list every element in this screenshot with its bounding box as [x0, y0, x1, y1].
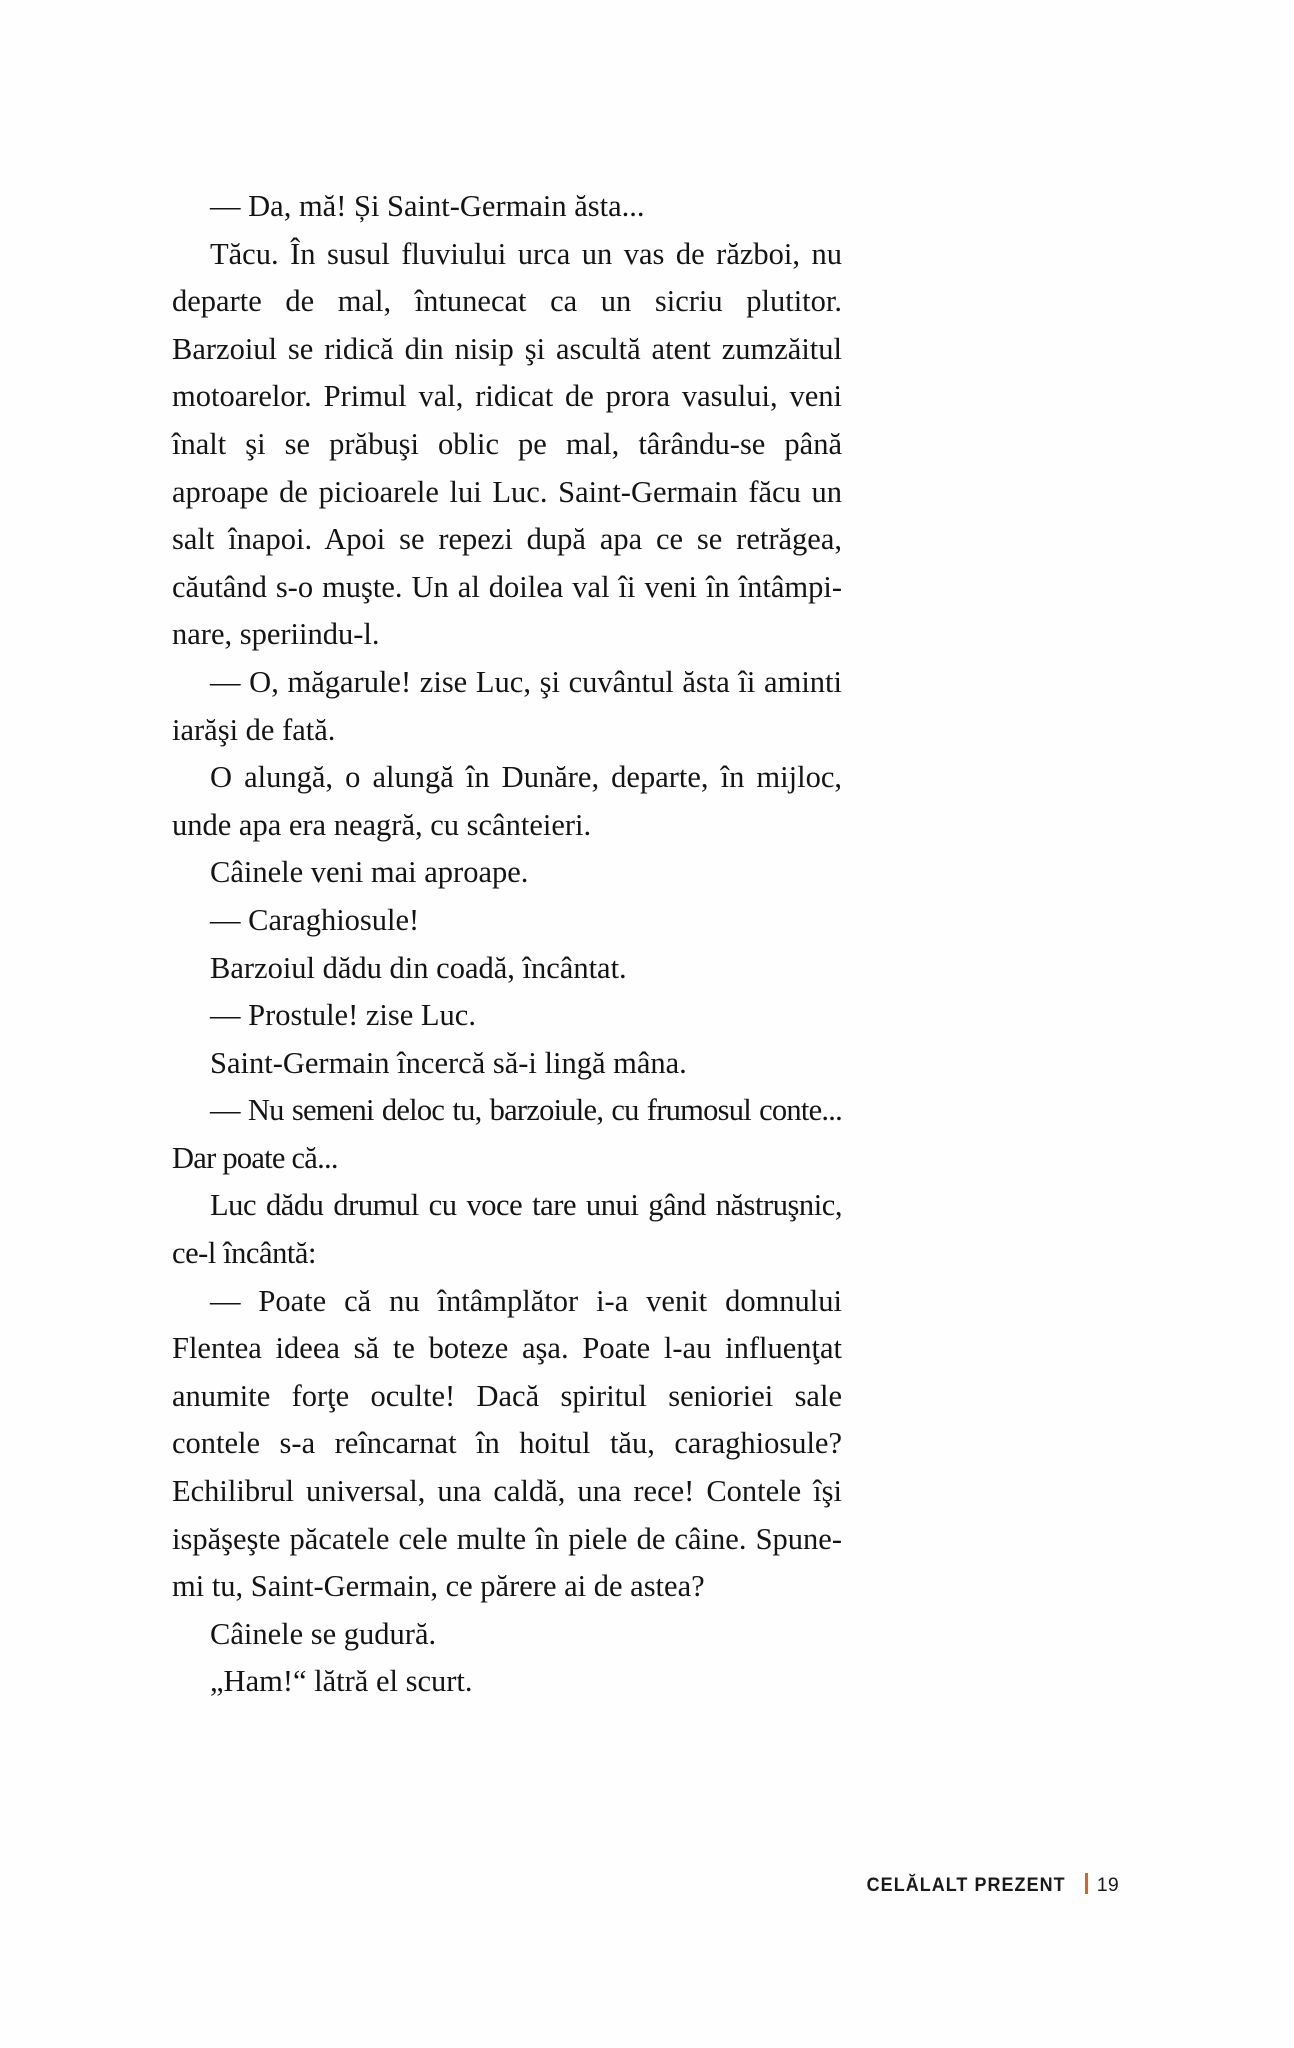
paragraph: — O, măgarule! zise Luc, şi cuvântul ăsta îi aminti iarăşi de fată. [172, 664, 842, 747]
paragraph: „Ham!“ lătră el scurt. [210, 1664, 473, 1699]
paragraph: Câinele se gudură. [210, 1616, 437, 1651]
paragraph: Saint-Germain încercă să-i lingă mâna. [210, 1045, 687, 1080]
paragraph: Luc dădu drumul cu voce tare unui gând năstruşnic, ce-l încântă: [172, 1188, 842, 1271]
page-number: 19 [1096, 1874, 1119, 1896]
body-text-column [172, 183, 842, 1706]
paragraph: — Caraghiosule! [210, 902, 420, 937]
page-footer [858, 1870, 1119, 1897]
paragraph: Câinele veni mai aproape. [210, 855, 529, 890]
paragraph: — Prostule! zise Luc. [210, 998, 476, 1033]
paragraph: Tăcu. În susul fluviului urca un vas de război, nu departe de mal, întunecat ca un sicriu plutitor. Barzoiul se ridică din nisip şi ascultă atent zumzăitul motoarelor. Primul val, ridicat de prora vasului, veni înalt şi se prăbuşi oblic pe mal, târându-se până aproape de picioarele lui Luc. Saint-Germain făcu un salt înapoi. Apoi se repezi după apa ce se retrăgea, căutând s-o muşte. Un al doilea val îi veni în întâmpi-nare, speriindu-l. [172, 236, 842, 652]
paragraph: Barzoiul dădu din coadă, încântat. [210, 950, 627, 985]
running-head: CELĂLALT PREZENT [866, 1874, 1066, 1896]
paragraph: O alungă, o alungă în Dunăre, departe, în mijloc, unde apa era neagră, cu scânteieri. [172, 760, 842, 842]
paragraph: — Poate că nu întâmplător i-a venit domnului Flentea ideea să te boteze aşa. Poate l-au influenţat anumite forţe oculte! Dacă spiritul senioriei sale contele s-a reîncarnat în hoitul tău, caraghiosule? Echilibrul universal, una caldă, una rece! Contele îşi ispăşeşte păcatele cele multe în piele de câine. Spune-mi tu, Saint-Germain, ce părere ai de astea? [172, 1283, 842, 1604]
footer-divider [1085, 1873, 1088, 1894]
paragraph: — Da, mă! Și Saint-Germain ăsta... [210, 189, 645, 223]
paragraph: — Nu semeni deloc tu, barzoiule, cu frumosul conte... Dar poate că... [172, 1093, 842, 1175]
